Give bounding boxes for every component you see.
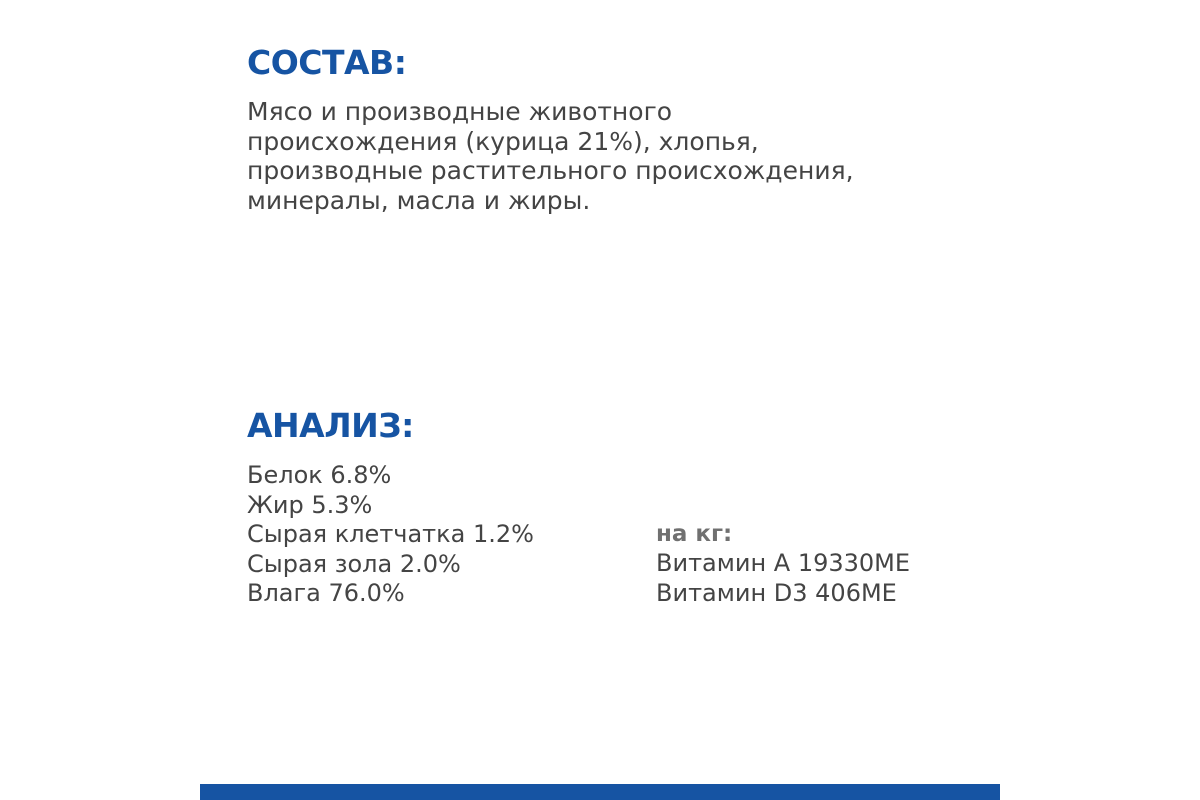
vitamin-d3-item: Витамин D3 406МЕ <box>656 578 897 607</box>
vitamin-list <box>656 549 910 608</box>
analysis-list <box>247 461 534 609</box>
composition-text <box>247 97 967 215</box>
vitamin-a-item: Витамин А 19330МЕ <box>656 549 911 577</box>
composition-line: происхождения (курица 21%), хлопья, <box>247 126 759 156</box>
analysis-heading: АНАЛИЗ: <box>247 406 414 445</box>
composition-line: минералы, масла и жиры. <box>247 185 591 215</box>
analysis-item-fiber: Сырая клетчатка 1.2% <box>247 520 534 548</box>
composition-heading: СОСТАВ: <box>247 43 407 82</box>
analysis-item-ash: Сырая зола 2.0% <box>247 549 461 578</box>
analysis-item-fat: Жир 5.3% <box>247 490 373 519</box>
analysis-item-moisture: Влага 76.0% <box>247 579 405 607</box>
per-kg-label: на кг: <box>656 521 733 547</box>
bottom-accent-bar <box>200 784 1000 800</box>
composition-line: производные растительного происхождения, <box>247 156 854 185</box>
analysis-item-protein: Белок 6.8% <box>247 461 392 489</box>
composition-line: Мясо и производные животного <box>247 97 672 126</box>
